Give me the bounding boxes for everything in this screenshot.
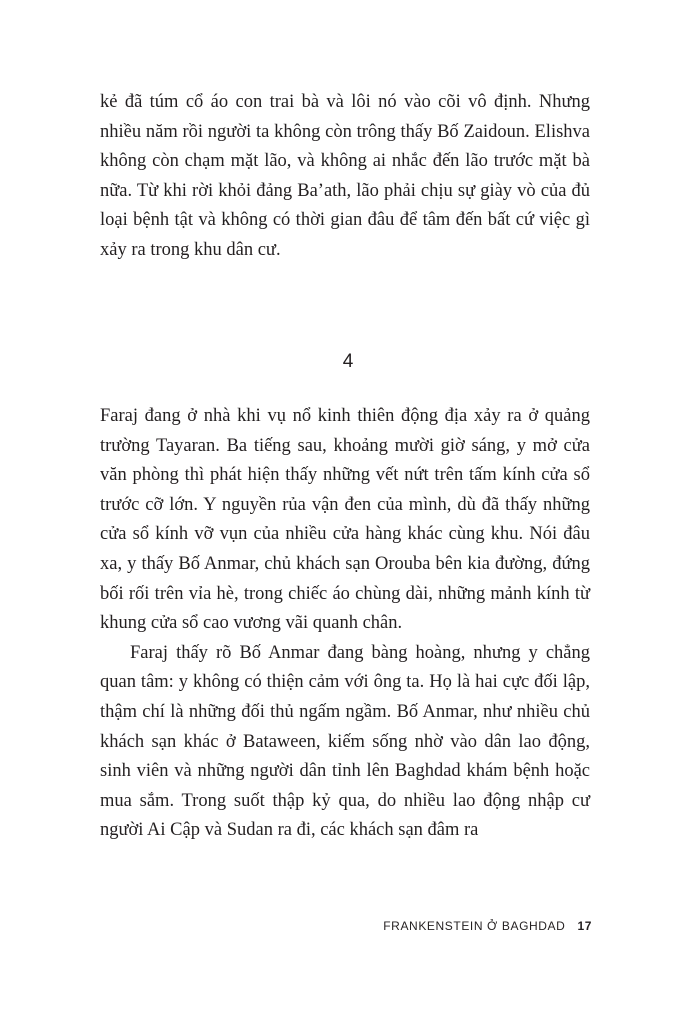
continued-text-block [100, 88, 590, 266]
top-paragraph: kẻ đã túm cổ áo con trai bà và lôi nó vào cõi vô định. Nhưng nhiều năm rồi người ta không còn trông thấy Bố Zaidoun. Elishva không còn chạm mặt lão, và không ai nhắc đến lão trước mặt bà nữa. Từ khi rời khỏi đảng Ba’ath, lão phải chịu sự giày vò của đủ loại bệnh tật và không có thời gian đâu để tâm đến bất cứ việc gì xảy ra trong khu dân cư. [100, 92, 590, 260]
page-footer [300, 917, 592, 935]
page-number: 17 [577, 919, 592, 933]
chapter-number: 4 [342, 351, 354, 372]
paragraph-1: Faraj đang ở nhà khi vụ nổ kinh thiên động địa xảy ra ở quảng trường Tayaran. Ba tiếng sau, khoảng mười giờ sáng, y mở cửa văn phòng thì phát hiện thấy những vết nứt trên tấm kính cửa sổ trước cỡ lớn. Y nguyền rủa vận đen của mình, dù đã thấy những cửa sổ kính vỡ vụn của nhiều cửa hàng khác cùng khu. Nói đâu xa, y thấy Bố Anmar, chủ khách sạn Orouba bên kia đường, đứng bối rối trên vỉa hè, trong chiếc áo chùng dài, những mảnh kính từ khung cửa sổ cao vương vãi quanh chân. [100, 406, 590, 634]
running-title: FRANKENSTEIN Ở BAGHDAD [383, 919, 566, 933]
paragraph-2: Faraj thấy rõ Bố Anmar đang bàng hoàng, nhưng y chẳng quan tâm: y không có thiện cảm với ông ta. Họ là hai cực đối lập, thậm chí là những đối thủ ngấm ngầm. Bố Anmar, như nhiều chủ khách sạn khác ở Bataween, kiếm sống nhờ vào dân lao động, sinh viên và những người dân tỉnh lên Baghdad khám bệnh hoặc mua sắm. Trong suốt thập kỷ qua, do nhiều lao động nhập cư người Ai Cập và Sudan ra đi, các khách sạn đâm ra [100, 642, 590, 841]
chapter-text-block [100, 402, 590, 846]
